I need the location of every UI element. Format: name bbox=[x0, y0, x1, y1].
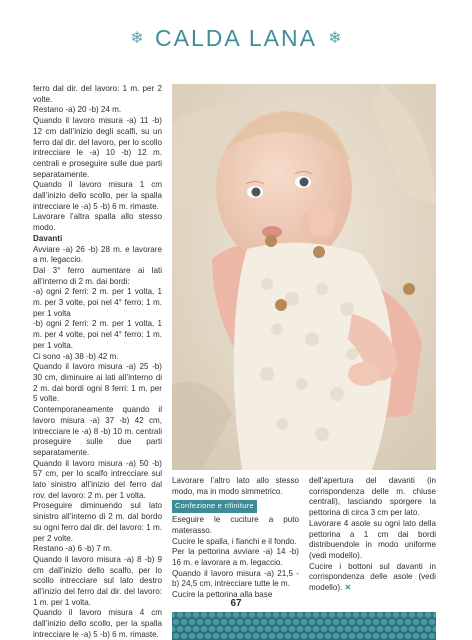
knit-stitch bbox=[337, 612, 344, 618]
knit-stitch bbox=[417, 612, 424, 618]
knit-stitch bbox=[193, 626, 200, 632]
knit-stitch bbox=[273, 612, 280, 618]
knit-stitch bbox=[329, 626, 336, 632]
knit-stitch bbox=[349, 633, 356, 639]
knit-stitch bbox=[373, 633, 380, 639]
knit-stitch bbox=[249, 626, 256, 632]
paragraph: Quando il lavoro misura -a) 8 -b) 9 cm dall’inizio dello scalfo, per lo scollo intrecciare sul lato destro all’inizio del ferro dal dir. del lavoro: 1 m. per 1 volta. bbox=[33, 554, 162, 607]
knit-stitch bbox=[233, 612, 240, 618]
knit-stitch bbox=[381, 619, 388, 625]
knit-stitch bbox=[353, 626, 360, 632]
knit-stitch bbox=[373, 619, 380, 625]
paragraph: Ci sono -a) 38 -b) 42 m. bbox=[33, 351, 119, 361]
paragraph: Avviare -a) 26 -b) 28 m. e lavorare a m. legaccio. bbox=[33, 244, 162, 265]
knit-stitch bbox=[233, 626, 240, 632]
knit-stitch bbox=[185, 612, 192, 618]
knit-stitch bbox=[213, 619, 220, 625]
paragraph: Cucire la pettorina alla base bbox=[172, 590, 273, 600]
knit-stitch bbox=[261, 619, 268, 625]
middle-column bbox=[172, 476, 299, 601]
knit-stitch bbox=[409, 626, 416, 632]
paragraph: Per la pettorina avviare -a) 14 -b) 16 m. e lavorare a m. legaccio. bbox=[172, 547, 299, 567]
knit-stitch bbox=[229, 619, 236, 625]
knit-stitch bbox=[221, 619, 228, 625]
knit-stitch bbox=[421, 633, 428, 639]
knit-stitch bbox=[349, 619, 356, 625]
paragraph: Quando il lavoro misura 1 cm dall’inizio dello scollo, per la spalla intrecciare le -a) 5 -b) 6 m. rimaste. bbox=[33, 180, 162, 211]
knit-stitch bbox=[361, 626, 368, 632]
knit-stitch bbox=[209, 612, 216, 618]
section-title: Davanti bbox=[33, 233, 63, 243]
knit-stitch bbox=[313, 626, 320, 632]
knit-stitch bbox=[173, 633, 180, 639]
knit-stitch bbox=[237, 633, 244, 639]
paragraph: Lavorare l’altra spalla allo stesso modo. bbox=[33, 212, 162, 233]
knit-stitch bbox=[325, 633, 332, 639]
knit-stitch bbox=[321, 612, 328, 618]
knit-texture-strip bbox=[172, 612, 436, 640]
knit-stitch bbox=[409, 612, 416, 618]
knit-stitch bbox=[421, 619, 428, 625]
knit-stitch bbox=[429, 619, 436, 625]
knit-stitch bbox=[225, 626, 232, 632]
knit-stitch bbox=[269, 619, 276, 625]
knit-stitch bbox=[401, 612, 408, 618]
knit-stitch bbox=[217, 626, 224, 632]
knit-stitch bbox=[401, 626, 408, 632]
paragraph: Restano -a) 20 -b) 24 m. bbox=[33, 105, 122, 115]
paragraph: -b) ogni 2 ferri: 2 m. per 1 volta, 1 m. per 4 volte, poi nel 4° ferro: 1 m. per 1 volta. bbox=[33, 319, 162, 350]
knit-stitch bbox=[265, 612, 272, 618]
baby-illustration bbox=[172, 84, 436, 470]
knit-stitch bbox=[177, 612, 184, 618]
knit-stitch bbox=[377, 612, 384, 618]
knit-stitch bbox=[185, 626, 192, 632]
knit-stitch bbox=[245, 633, 252, 639]
right-column bbox=[309, 476, 436, 594]
knit-stitch bbox=[237, 619, 244, 625]
knit-stitch bbox=[205, 633, 212, 639]
knit-stitch bbox=[361, 612, 368, 618]
paragraph: Contemporaneamente quando il lavoro misura -a) 37 -b) 42 cm, intrecciare le -a) 8 -b) 10 m. centrali proseguire sulle due parti separatamente. bbox=[33, 405, 162, 457]
knit-stitch bbox=[405, 619, 412, 625]
knit-stitch bbox=[189, 619, 196, 625]
knit-stitch bbox=[381, 633, 388, 639]
knit-stitch bbox=[277, 619, 284, 625]
knit-stitch bbox=[285, 619, 292, 625]
knit-stitch bbox=[341, 633, 348, 639]
left-column bbox=[33, 84, 162, 640]
knit-stitch bbox=[385, 626, 392, 632]
paragraph: Quando il lavoro misura 4 cm dall’inizio dello scollo, per la spalla intrecciare le -a) 5 -b) 6 m. rimaste. bbox=[33, 608, 162, 639]
knit-stitch bbox=[309, 633, 316, 639]
knit-stitch bbox=[429, 633, 436, 639]
paragraph: Lavorare l’altro lato allo stesso modo, ma in modo simmetrico. bbox=[172, 476, 299, 496]
knit-stitch bbox=[257, 626, 264, 632]
knit-stitch bbox=[193, 612, 200, 618]
knit-stitch bbox=[253, 633, 260, 639]
page-number: 67 bbox=[230, 598, 242, 609]
knit-stitch bbox=[417, 626, 424, 632]
knit-stitch bbox=[289, 626, 296, 632]
knit-stitch bbox=[277, 633, 284, 639]
paragraph: Proseguire diminuendo sul lato sinistro all’interno di 2 m. dal bordo su ogni ferro dal dir. del lavoro: 1 m. per 2 volte. bbox=[33, 501, 162, 543]
knit-stitch bbox=[285, 633, 292, 639]
knit-stitch bbox=[217, 612, 224, 618]
knit-stitch bbox=[333, 633, 340, 639]
page-title: CALDA LANA bbox=[155, 24, 317, 51]
knit-stitch bbox=[293, 633, 300, 639]
paragraph: dell’apertura del davanti (in corrispondenza delle m. chiuse centrali), lasciando sporgere la pettorina di circa 3 cm per lato. bbox=[309, 476, 436, 518]
knit-stitch bbox=[305, 626, 312, 632]
knit-stitch bbox=[201, 626, 208, 632]
knit-stitch bbox=[181, 633, 188, 639]
knit-stitch bbox=[345, 612, 352, 618]
knit-stitch bbox=[393, 626, 400, 632]
knit-stitch bbox=[365, 633, 372, 639]
knit-stitch bbox=[293, 619, 300, 625]
knit-stitch bbox=[377, 626, 384, 632]
knit-stitch bbox=[249, 612, 256, 618]
knit-stitch bbox=[269, 633, 276, 639]
knit-stitch bbox=[313, 612, 320, 618]
knit-stitch bbox=[309, 619, 316, 625]
knit-stitch bbox=[365, 619, 372, 625]
knit-stitch bbox=[357, 633, 364, 639]
knit-stitch bbox=[333, 619, 340, 625]
knit-stitch bbox=[425, 612, 432, 618]
knit-stitch bbox=[397, 619, 404, 625]
paragraph: ferro dal dir. del lavoro: 1 m. per 2 volte. bbox=[33, 84, 162, 104]
paragraph: Cucire le spalla, i fianchi e il fondo. bbox=[172, 536, 297, 546]
knit-stitch bbox=[389, 619, 396, 625]
knit-stitch bbox=[213, 633, 220, 639]
knit-stitch bbox=[389, 633, 396, 639]
knit-stitch bbox=[317, 619, 324, 625]
knit-stitch bbox=[301, 633, 308, 639]
knit-stitch bbox=[369, 612, 376, 618]
knit-stitch bbox=[297, 612, 304, 618]
paragraph-text: Cucire i bottoni sul davanti in corrispondenza delle asole (vedi modello). bbox=[309, 561, 436, 593]
knit-stitch bbox=[261, 633, 268, 639]
knit-stitch bbox=[205, 619, 212, 625]
knit-stitch bbox=[197, 619, 204, 625]
knit-stitch bbox=[345, 626, 352, 632]
knit-stitch bbox=[321, 626, 328, 632]
paragraph: Lavorare 4 asole su ogni lato della pettorina a 1 cm dai bordi distribuendole in modo uniforme (vedi modello). bbox=[309, 518, 436, 560]
knit-stitch bbox=[181, 619, 188, 625]
paragraph: Quando il lavoro misura -a) 11 -b) 12 cm dall’inizio degli scalfi, su un ferro dal dir. del lavoro, per lo scollo intrecciare le -a) 10 -b) 12 m. centrali e proseguire sulle due parti separatamente. bbox=[33, 116, 162, 179]
knit-stitch bbox=[317, 633, 324, 639]
end-mark-icon: ✕ bbox=[344, 583, 352, 593]
paragraph: Quando il lavoro misura -a) 50 -b) 57 cm, per lo scalfo intrecciare sul lato sinistro all’inizio del ferro dal rov. del lavoro: 2 m. per 1 volta. bbox=[33, 458, 162, 500]
knit-stitch bbox=[329, 612, 336, 618]
snowflake-icon: ❄ bbox=[130, 28, 144, 47]
paragraph: Dal 3° ferro aumentare ai lati all’interno di 2 m. dai bordi: bbox=[33, 265, 162, 286]
knit-stitch bbox=[197, 633, 204, 639]
page-header bbox=[0, 18, 472, 58]
knit-stitch bbox=[325, 619, 332, 625]
knit-stitch bbox=[257, 612, 264, 618]
section-badge: Confezione e rifiniture bbox=[172, 500, 257, 513]
paragraph: Quando il lavoro misura -a) 25 -b) 30 cm, diminuire ai lati all’interno di 2 m. dai bordi ogni 8 ferri: 1 m. per 5 volte. bbox=[33, 362, 162, 404]
knit-stitch bbox=[177, 626, 184, 632]
knit-stitch bbox=[265, 626, 272, 632]
baby-photo bbox=[172, 84, 436, 470]
knit-stitch bbox=[241, 612, 248, 618]
knit-stitch bbox=[229, 633, 236, 639]
knit-stitch bbox=[221, 633, 228, 639]
knit-stitch bbox=[393, 612, 400, 618]
knit-stitch bbox=[305, 612, 312, 618]
knit-stitch bbox=[173, 619, 180, 625]
knit-stitch bbox=[369, 626, 376, 632]
paragraph bbox=[309, 562, 436, 594]
knit-stitch bbox=[385, 612, 392, 618]
knit-stitch bbox=[425, 626, 432, 632]
snowflake-icon: ❄ bbox=[328, 28, 342, 47]
knit-stitch bbox=[289, 612, 296, 618]
knit-stitch bbox=[253, 619, 260, 625]
knit-stitch bbox=[341, 619, 348, 625]
knit-stitch bbox=[241, 626, 248, 632]
knit-stitch bbox=[201, 612, 208, 618]
knit-stitch bbox=[225, 612, 232, 618]
knit-stitch bbox=[413, 633, 420, 639]
knit-stitch bbox=[405, 633, 412, 639]
knit-pattern bbox=[172, 612, 436, 640]
knit-stitch bbox=[245, 619, 252, 625]
paragraph: Quando il lavoro misura -a) 21,5 -b) 24,5 cm, intrecciare tutte le m. bbox=[172, 568, 299, 589]
knit-stitch bbox=[273, 626, 280, 632]
knit-stitch bbox=[209, 626, 216, 632]
knit-stitch bbox=[397, 633, 404, 639]
paragraph: -a) ogni 2 ferri: 2 m. per 1 volta, 1 m. per 3 volte, poi nel 4° ferro: 1 m. per 1 volta bbox=[33, 287, 162, 318]
knit-stitch bbox=[281, 612, 288, 618]
knit-stitch bbox=[301, 619, 308, 625]
knit-stitch bbox=[189, 633, 196, 639]
knit-stitch bbox=[353, 612, 360, 618]
knit-stitch bbox=[297, 626, 304, 632]
knit-stitch bbox=[357, 619, 364, 625]
knit-stitch bbox=[281, 626, 288, 632]
knit-stitch bbox=[413, 619, 420, 625]
paragraph: Eseguire le cuciture a puto materasso. bbox=[172, 515, 299, 535]
paragraph: Restano -a) 6 -b) 7 m. bbox=[33, 544, 113, 554]
knit-stitch bbox=[337, 626, 344, 632]
